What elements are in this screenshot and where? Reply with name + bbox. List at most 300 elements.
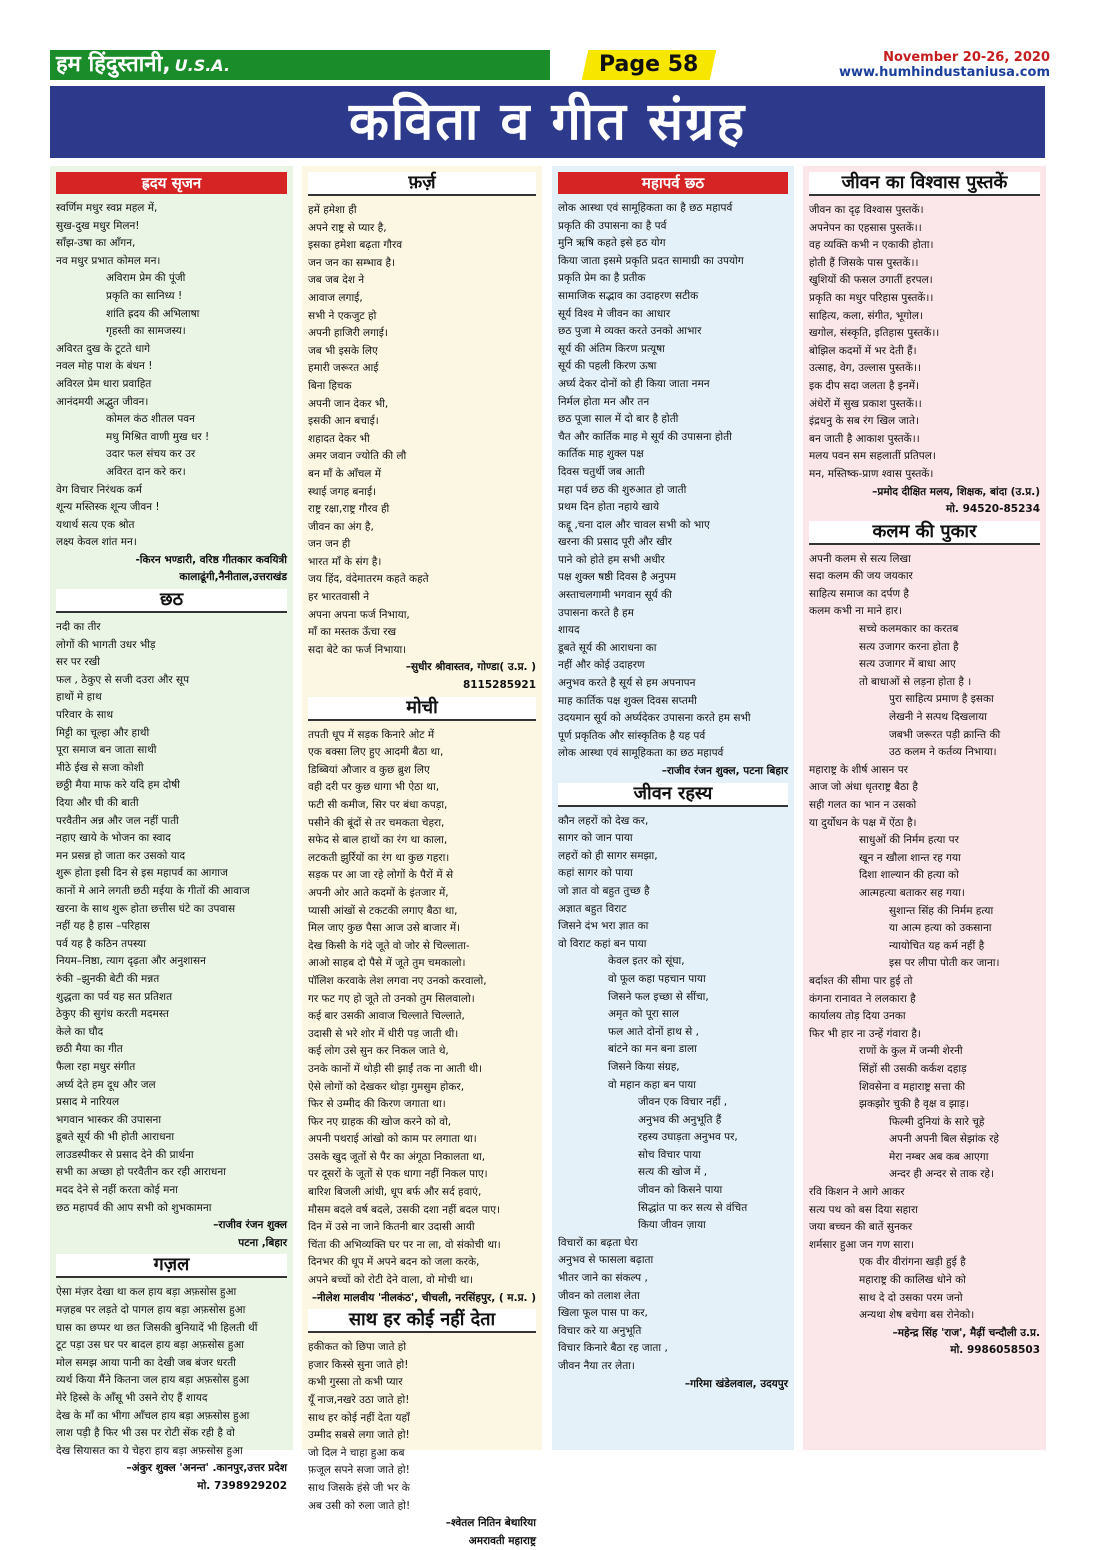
poem-line: साथ हर कोई नहीं देता यहाँ <box>308 1411 410 1424</box>
poem-line: अपनी हाजिरी लगाई। <box>308 327 388 340</box>
poem-line: लक्ष्य केवल शांत मन। <box>56 536 137 549</box>
poem-author-location: अमरावती महाराष्ट्र <box>468 1534 536 1547</box>
poem-title-pustaken: जीवन का विश्वास पुस्तकें <box>809 172 1040 196</box>
poem-line: इक दीप सदा जलता है इनमें। <box>809 379 919 392</box>
poem-line: उठ कलम ने कर्तव्य निभाया। <box>889 746 997 759</box>
poem-line: सच्चे कलमकार का करतब <box>859 623 959 636</box>
poem-line: एक वीर वीरांगना खड़ी हुई है <box>859 1256 966 1269</box>
poem-line: खिला फूल पास पा कर, <box>558 1307 648 1320</box>
poem-line: शहादत देकर भी <box>308 432 370 445</box>
poem-line: मिल जाए कुछ पैसा आज उसे बाजार में। <box>308 922 461 935</box>
poem-line: साथ दे दो उसका परम जनो <box>859 1291 963 1304</box>
paper-name-bar <box>50 50 550 80</box>
poem-line: भीतर जाने का संकल्प , <box>558 1272 648 1285</box>
poem-line: पॉलिश करवाके लेश लगवा नए उनको करवालो, <box>308 974 487 987</box>
poem-line: अपने राष्ट्र से प्यार है, <box>308 221 387 234</box>
poem-line: शून्य मस्तिस्क शून्य जीवन ! <box>56 501 160 514</box>
poem-line: जीवन को तलाश लेता <box>558 1289 640 1302</box>
poem-line: खून न खौला शान्त रह गया <box>859 851 961 864</box>
poem-line: लटकती झुर्रियों का रंग था कुछ गहरा। <box>308 851 450 864</box>
poem-line: अन्दर ही अन्दर से ताक रहे। <box>889 1168 994 1181</box>
poem-line: वो फूल कहा पहचान पाया <box>608 972 706 985</box>
poem-author: –अंकुर शुक्ल 'अनन्त' .कानपुर,उत्तर प्रदेश <box>126 1462 287 1475</box>
poem-line: चैत और कार्तिक माह मे सूर्य की उपासना होती <box>558 430 732 443</box>
poem-line: ऐसा मंज़र देखा था कल हाय बड़ा अफ़सोस हुआ <box>56 1286 237 1299</box>
poem-line: उदासी से भरे शोर में धीरी पड़ जाती थी। <box>308 1027 459 1040</box>
poem-line: शायद <box>558 624 580 637</box>
poem-line: हजार किस्से सुना जाते हो! <box>308 1358 409 1371</box>
poem-line: दिनभर की धूप में अपने बदन को जला करके, <box>308 1256 480 1269</box>
column-4 <box>803 166 1046 1450</box>
poem-line: छठ पुजा मे व्यक्त करते उनको आभार <box>558 325 702 338</box>
poem-line: स्थाई जगह बनाई। <box>308 485 377 498</box>
poem-line: छठ्ठी मैया माफ करे यदि हम दोषी <box>56 779 180 792</box>
poem-line: बोझिल कदमों में भर देती हैं। <box>809 344 917 357</box>
poem-line: सुशान्त सिंह की निर्मम हत्या <box>889 904 994 917</box>
paper-country: U.S.A. <box>174 56 231 75</box>
poem-line: इसका हमेशा बढ़ता गौरव <box>308 239 403 252</box>
poem-line: शर्मसार हुआ जन गण सारा। <box>809 1238 915 1251</box>
poem-line: सामाजिक सद्भाव का उदाहरण सटीक <box>558 289 699 302</box>
poem-line: नहीं यह है हास –परिहास <box>56 920 150 933</box>
poem-line: नहीं और कोई उदाहरण <box>558 659 645 672</box>
poem-line: फिल्मी दुनियां के सारे चूहे <box>889 1115 985 1128</box>
poem-line: अनुभव करते है सूर्य से हम अपनापन <box>558 677 696 690</box>
poem-line: किया जाता इसमे प्रकृति प्रदत सामाग्री का उपयोग <box>558 254 744 267</box>
poem-line: पाने को होते हम सभी अधीर <box>558 553 665 566</box>
poem-line: पुरा साहित्य प्रमाण है इसका <box>889 693 994 706</box>
poem-line: मन प्रसन्न हो जाता कर उसको याद <box>56 849 186 862</box>
poem-line: छठ महापर्व की आप सभी को शुभकामना <box>56 1201 212 1214</box>
poem-line: अपना अपना फर्ज निभाया, <box>308 608 410 621</box>
poem-line: अविराम प्रेम की पूंजी <box>106 272 186 285</box>
poem-line: सोच विचार पाया <box>638 1148 701 1161</box>
poem-line: जीवन नैया तर लेता। <box>558 1360 635 1372</box>
poem-line: डिब्बियां औजार व कुछ ब्रुश लिए <box>308 763 430 776</box>
poem-author-phone: मो. 94520-85234 <box>945 503 1040 516</box>
poem-line: खगोल, संस्कृति, इतिहास पुस्तकें।। <box>809 327 940 340</box>
poem-line: जिसने दंभ भरा ज्ञात का <box>558 920 649 933</box>
poem-title-farz: फ़र्ज़ <box>308 172 536 196</box>
poem-line: बिना हिचक <box>308 379 352 392</box>
poem-line: साथ जिसके हंसे जी भर के <box>308 1481 410 1494</box>
poem-line: कई लोग उसे सुन कर निकल जाते थे, <box>308 1045 449 1058</box>
poem-line: जन जन ही <box>308 538 351 551</box>
poem-body <box>308 202 536 659</box>
poem-line: माह कार्तिक पक्ष शुक्ल दिवस सप्तमी <box>558 694 697 707</box>
poem-author: –गरिमा खंडेलवाल, उदयपुर <box>684 1377 788 1390</box>
poem-line: मन, मस्तिष्क-प्राण श्वास पुस्तकें। <box>809 467 934 480</box>
poem-line: जीवन का दृढ़ विश्वास पुस्तकें। <box>809 204 924 216</box>
poem-line: जय हिंद, वंदेमातरम कहते कहते <box>308 573 429 586</box>
poem-line: मोल समझ आया पानी का देखी जब बंजर धरती <box>56 1356 236 1369</box>
poem-line: विचारों का बढ़ता घेरा <box>558 1236 638 1249</box>
poem-line: अविरत दान करे कर। <box>106 465 186 478</box>
poem-line: देख किसी के गंदे जूते वो जोर से चिल्लाता- <box>308 939 470 952</box>
poem-body <box>56 1284 287 1460</box>
poem-line: वह व्यक्ति कभी न एकाकी होता। <box>809 239 934 252</box>
poem-line: प्रकृति का सानिध्य ! <box>106 289 183 302</box>
poem-line: जो दिल ने चाहा हुआ कब <box>308 1446 405 1459</box>
poem-line: हर भारतवासी ने <box>308 591 370 604</box>
poem-line: अपनी पथराई आंखो को काम पर लगाता था। <box>308 1133 477 1146</box>
poem-line: या दुर्योधन के पक्ष में ऐंठा है। <box>809 816 917 829</box>
poem-line: रुंकी –झुनकी बेटी की मन्नत <box>56 972 160 985</box>
poem-line: कार्तिक माह शुक्ल पक्ष <box>558 448 644 461</box>
poem-line: अंधेरों में सुख प्रकाश पुस्तकें।। <box>809 397 922 410</box>
poem-body <box>558 200 788 763</box>
poem-line: सिद्धांत पा कर सत्य से वंचित <box>638 1201 748 1214</box>
poem-line: जन जन का सम्भाव है। <box>308 256 396 269</box>
poem-line: जब जब देश ने <box>308 274 365 287</box>
poem-line: मधु मिश्रित वाणी मुख धर ! <box>106 430 210 443</box>
poem-title-kalam-ki-pukar: कलम की पुकार <box>809 521 1040 545</box>
poem-line: वो महान कहा बन पाया <box>608 1078 696 1091</box>
poem-line: छठी मैया का गीत <box>56 1043 123 1056</box>
poem-line: उपासना करते है हम <box>558 606 634 619</box>
poem-title-saath-har-koi: साथ हर कोई नहीं देता <box>308 1309 536 1333</box>
poem-line: बारिश बिजली आंधी, धूप बर्फ और सर्द हवाएं, <box>308 1186 482 1199</box>
poem-line: उदार फल संचय कर उर <box>106 448 196 461</box>
poem-line: यूँ नाज,नखरे उठा जाते हो! <box>308 1394 410 1406</box>
poem-line: इस पर लीपा पोती कर जाना। <box>889 957 1000 970</box>
poem-line: नव मधुर प्रभात कोमल मन। <box>56 254 161 267</box>
poem-line: तपती धूप में सड़क किनारे ओट में <box>308 728 435 741</box>
poem-line: सागर को जान पाया <box>558 832 633 845</box>
poem-line: सत्य पथ को बस दिया सहारा <box>809 1203 918 1216</box>
poem-line: प्रकृति प्रेम का है प्रतीक <box>558 272 646 285</box>
poem-line: आज जो अंधा धृतराष्ट्र बैठा है <box>809 781 918 794</box>
poem-line: दिशा शाल्यान की हत्या को <box>859 869 959 882</box>
poem-line: अपनेपन का एहसास पुस्तकें।। <box>809 221 922 234</box>
poem-line: आनंदमयी अद्भुत जीवन। <box>56 395 149 408</box>
column-1 <box>50 166 293 1492</box>
poem-line: कद्दू ,चना दाल और चावल सभी को भाए <box>558 518 710 531</box>
poem-body <box>809 551 1040 1325</box>
poem-line: अमृत को पूरा साल <box>608 1008 679 1021</box>
poem-line: मिट्टी का चूल्हा और हाथी <box>56 726 150 739</box>
poem-line: अविरत दुख के टूटते धागे <box>56 342 151 355</box>
masthead <box>50 50 1050 80</box>
poem-line: व्यर्थ किया मैंने कितना जल हाय बड़ा अफ़सोस हुआ <box>56 1374 250 1387</box>
poem-line: एक बक्सा लिए हुए आदमी बैठा था, <box>308 746 444 759</box>
poem-line: विचार करे या अनुभूति <box>558 1324 642 1337</box>
column-2 <box>302 166 542 1547</box>
poem-line: पर दूसरों के जूतों से एक धागा नहीं निकल पाए। <box>308 1168 488 1181</box>
poem-line: कई बार उसकी आवाज चिल्लाते चिल्लाते, <box>308 1010 465 1023</box>
poem-author: –प्रमोद दीक्षित मलय, शिक्षक, बांदा (उ.प्र.) <box>872 485 1040 498</box>
poem-line: सभी का अच्छा हो परवैतीन कर रही आराधना <box>56 1166 226 1179</box>
poem-author-phone: मो. 9986058503 <box>950 1344 1040 1357</box>
issue-date: November 20-26, 2020 <box>883 50 1050 65</box>
poem-line: सदा बेटे का फर्ज निभाया। <box>308 643 407 656</box>
page-number: Page 58 <box>599 52 699 77</box>
website-url: www.humhindustaniusa.com <box>838 65 1050 80</box>
poem-line: प्रथम दिन होता नहाये खाये <box>558 501 660 514</box>
poem-line: डूबते सूर्य की आराधना का <box>558 641 657 654</box>
poem-body <box>809 202 1040 484</box>
poem-line: सदा कलम की जय जयकार <box>809 570 913 583</box>
poem-line: कार्यालय तोड़ दिया उनका <box>809 1010 906 1023</box>
poem-line: अपनी कलम से सत्य लिखा <box>809 552 911 565</box>
poem-author: –महेन्द्र सिंह 'राज', मैढ़ीं चन्दौली उ.प्र. <box>892 1326 1040 1339</box>
poem-line: साधुओं की निर्मम हत्या पर <box>859 834 959 847</box>
poem-body <box>558 813 788 1376</box>
poem-line: वो विराट कहां बन पाया <box>558 937 647 950</box>
poem-line: सत्य उजागर करना होता है <box>859 640 959 653</box>
poem-author: –राजीव रंजन शुक्ल, पटना बिहार <box>661 765 788 777</box>
poem-line: शुद्धता का पर्व यह सत प्रतिशत <box>56 990 173 1003</box>
poem-line: उनके कानों में थोड़ी सी झाईं तक ना आती थी। <box>308 1062 483 1075</box>
poem-line: उदयमान सूर्य को अर्घ्यदेकर उपासना करते हम सभी <box>558 712 751 725</box>
poem-line: मेरे हिस्से के आँसू भी उसने रोए हैं शायद <box>56 1392 208 1404</box>
poem-body <box>56 619 287 1217</box>
poem-line: कलम कभी ना माने हार। <box>809 605 902 618</box>
poem-line: सूर्य विश्व मे जीवन का आधार <box>558 307 671 320</box>
poem-line: जो ज्ञात वो बहुत तुच्छ है <box>558 884 650 897</box>
poem-line: चिंता की अभिव्यक्ति घर पर ना ला, वो संकोची था। <box>308 1238 501 1251</box>
poem-line: साहित्य, कला, संगीत, भूगोल। <box>809 309 924 322</box>
poem-line: तो बाधाओं से लड़ना होता है । <box>859 675 972 688</box>
poem-line: अस्ताचलगामी भगवान सूर्य की <box>558 589 672 602</box>
poem-line: अपनी ओर आते कदमों के इंतजार में, <box>308 886 449 899</box>
poem-line: नहाए खाये के भोजन का स्वाद <box>56 832 171 845</box>
poem-line: किया जीवन ज़ाया <box>638 1219 706 1232</box>
poem-line: फ़जूल सपने सजा जाते हो! <box>308 1464 410 1477</box>
poem-line: आवाज लगाई, <box>308 291 363 304</box>
poem-line: राष्ट्र रक्षा,राष्ट्र गौरव ही <box>308 503 390 516</box>
poem-line: छठ पूजा साल में दो बार है होती <box>558 413 679 426</box>
poem-line: सर पर रखी <box>56 656 100 669</box>
poem-line: मुनि ऋषि कहते इसे हठ योग <box>558 237 666 250</box>
poem-line: उसके खुद जूतों से पैर का अंगूठा निकालता था, <box>308 1150 486 1163</box>
poem-line: सूर्य की पहली किरण ऊषा <box>558 360 657 373</box>
poem-line: राणों के कुल में जन्मी शेरनी <box>859 1045 963 1058</box>
poem-line: कौन लहरों को देख कर, <box>558 814 649 827</box>
poem-line: रवि किशन ने आगे आकर <box>809 1186 905 1199</box>
poem-line: भारत माँ के संग है। <box>308 555 382 568</box>
poem-line: आत्महत्या बताकर सह गया। <box>859 886 965 899</box>
poem-line: घास का छप्पर था छत जिसकी बुनियादें भी हिलती थीं <box>56 1321 258 1334</box>
issue-info <box>839 50 1050 80</box>
poem-line: इसकी आन बचाई। <box>308 415 379 428</box>
poem-line: जब भी इसके लिए <box>308 344 378 357</box>
poem-line: मदद देने से नहीं करता कोई मना <box>56 1184 178 1197</box>
poem-line: देख के माँ का भीगा आँचल हाय बड़ा अफ़सोस हुआ <box>56 1409 250 1422</box>
poem-line: यथार्थ सत्य एक श्रोत <box>56 518 135 531</box>
poem-line: अन्यथा शेष बचेगा बस रोनेको। <box>859 1309 975 1322</box>
poem-line: कंगना रानावत ने ललकारा है <box>809 992 916 1005</box>
poem-line: महा पर्व छठ की शुरुआत हो जाती <box>558 483 687 496</box>
poem-line: जिसने फल इच्छा से सींचा, <box>608 990 709 1003</box>
poem-line: कभी गुस्सा तो कभी प्यार <box>308 1376 403 1389</box>
poem-title-mahaparv-chhath: महापर्व छठ <box>558 172 788 194</box>
poem-line: लोक आस्था एवं सामूहिकता का छठ महापर्व <box>558 747 724 760</box>
poem-line: अब उसी को रुला जाते हो! <box>308 1499 411 1512</box>
poem-line: जीवन एक विचार नहीं , <box>638 1096 728 1109</box>
poem-line: पर्व यह है कठिन तपस्या <box>56 937 146 950</box>
poem-line: सुख-दुख मधुर मिलन! <box>56 219 140 232</box>
poem-line: अर्घ्य देते हम दूध और जल <box>56 1078 156 1091</box>
poem-line: सूर्य की अंतिम किरण प्रत्यूषा <box>558 342 665 355</box>
poem-title-chhath: छठ <box>56 589 287 613</box>
poem-line: सफेद से बाल हाथों का रंग था काला, <box>308 834 448 847</box>
poem-line: सभी ने एकजुट हो <box>308 309 377 322</box>
poem-body <box>308 1339 536 1515</box>
poem-line: मज़हब पर लड़ते दो पागल हाय बड़ा अफ़सोस हुआ <box>56 1304 246 1317</box>
poem-line: दिया और घी की बाती <box>56 797 139 809</box>
column-3 <box>552 166 794 1450</box>
poem-line: केवल इतर को सूंघा, <box>608 955 685 968</box>
poem-line: लाउडस्पीकर से प्रसाद देने की प्रार्थना <box>56 1148 194 1161</box>
poem-line: बर्दाश्त की सीमा पार हुई तो <box>809 974 913 987</box>
poem-line: अपने बच्चों को रोटी देने वाला, वो मोची था। <box>308 1274 474 1287</box>
poem-line: फिर भी हार ना उन्हें गंवारा है। <box>809 1027 921 1040</box>
poem-line: सड़क पर आ जा रहे लोगों के पैरों में से <box>308 869 454 882</box>
poem-line: जीवन को किसने पाया <box>638 1184 723 1197</box>
poem-line: लाश पड़ी है फिर भी उस पर रोटी सेंक रही है वो <box>56 1427 235 1440</box>
poem-author-location: पटना ,बिहार <box>238 1236 287 1249</box>
poem-line: फल , ठेकुए से सजी दउरा और सूप <box>56 673 190 686</box>
poem-line: अर्घ्य देकर दोनों को ही किया जाता नमन <box>558 377 710 390</box>
poem-line: उत्साह, वेग, उल्लास पुस्तकें।। <box>809 362 922 375</box>
poem-line: लोक आस्था एवं सामूहिकता का है छठ महापर्व <box>558 202 733 214</box>
poem-author: -किरन भण्डारी, वरिष्ठ गीतकार कवयित्री <box>135 553 287 566</box>
poem-line: वही दरी पर कुछ धागा भी ऐठा था, <box>308 781 440 794</box>
poem-line: जया बच्चन की बातें सुनकर <box>809 1221 913 1234</box>
poem-line: कोमल कंठ शीतल पवन <box>106 413 195 426</box>
poem-line: नदी का तीर <box>56 621 101 634</box>
poem-title-ghazal: गज़ल <box>56 1254 287 1278</box>
poem-line: केले का घौद <box>56 1025 104 1038</box>
poem-line: स्वर्णिम मधुर स्वप्न महल में, <box>56 202 158 214</box>
poem-line: फिर से उम्मीद की किरण जगाता था। <box>308 1098 446 1111</box>
poem-line: अज्ञात बहुत विराट <box>558 902 627 915</box>
poem-title-jeevan-rahasya: जीवन रहस्य <box>558 783 788 807</box>
poem-line: टूट पड़ा उस घर पर बादल हाय बड़ा अफ़सोस हुआ <box>56 1339 245 1352</box>
poem-line: गृहस्ती का सामजस्य। <box>106 325 186 338</box>
poem-line: हमें हमेशा ही <box>308 204 357 216</box>
poem-line: बन जाती है आकाश पुस्तकें।। <box>809 432 920 445</box>
poem-line: शुरू होता इसी दिन से इस महापर्व का आगाज <box>56 867 228 880</box>
poem-line: फटी सी कमीज, सिर पर बंधा कपड़ा, <box>308 799 448 811</box>
poem-line: नवल मोह पाश के बंधन ! <box>56 360 153 373</box>
poem-line: पक्ष शुक्ल षष्ठी दिवस है अनुपम <box>558 571 677 584</box>
poem-line: गर फट गए हो जूते तो उनको तुम सिलवालो। <box>308 992 475 1005</box>
poem-line: अमर जवान ज्योति की लौ <box>308 450 407 463</box>
poem-line: विचार किनारे बैठा रह जाता , <box>558 1342 668 1355</box>
paper-name: हम हिंदुस्तानी, <box>56 52 171 77</box>
poem-line: प्यासी आंखों से टकटकी लगाए बैठा था, <box>308 904 458 917</box>
poem-line: पूर्ण प्रकृतिक और सांस्कृतिक है यह पर्व <box>558 729 706 742</box>
poem-body <box>308 727 536 1290</box>
poem-body <box>56 200 287 552</box>
poem-line: वेग विचार निरंथक कर्म <box>56 483 142 496</box>
poem-line: महाराष्ट्र के शीर्ष आसन पर <box>809 763 908 776</box>
poem-line: मौसम बदले वर्ष बदले, उसकी दशा नहीं बदल पाए। <box>308 1203 501 1216</box>
poem-line: दिन में उसे ना जाने कितनी बार उदासी आयी <box>308 1221 475 1234</box>
poem-author-phone: मो. 7398929202 <box>197 1479 287 1492</box>
poem-title-hriday-srijan: ह्रदय सृजन <box>56 172 287 194</box>
poem-line: या आत्म हत्या को उकसाना <box>889 922 992 935</box>
poem-line: मीठे ईख से सजा कोशी <box>56 761 144 774</box>
poem-line: प्रकृति का मधुर परिहास पुस्तकें।। <box>809 291 934 304</box>
poem-line: फिर नए ग्राहक की खोज करने को वो, <box>308 1115 452 1128</box>
poem-line: मेरा नम्बर अब कब आएगा <box>889 1150 989 1163</box>
poem-line: रहस्य उघाड़ता अनुभव पर, <box>638 1131 738 1144</box>
poem-line: प्रसाद मे नारियल <box>56 1096 120 1109</box>
poem-line: बांटने का मन बना डाला <box>608 1043 697 1056</box>
poem-line: दिवस चतुर्थी जब आती <box>558 465 645 478</box>
poem-line: अविरल प्रेम धारा प्रवाहित <box>56 377 152 390</box>
poem-line: ऐसे लोगों को देखकर थोड़ा गुमसुम होकर, <box>308 1080 465 1093</box>
poem-line: लहरों को ही सागर समझा, <box>558 849 658 862</box>
poem-title-mochi: मोची <box>308 697 536 721</box>
poem-line: आओ साहब दो पैसे में जूते तुम चमकालो। <box>308 957 466 970</box>
poem-line: फल आते दोनों हाथ से , <box>608 1025 699 1038</box>
section-banner: कविता व गीत संग्रह <box>50 86 1045 158</box>
poem-line: सिंहों सी उसकी कर्कश दहाड़ <box>859 1062 967 1075</box>
poem-line: उम्मीद सबसे लगा जाते हो! <box>308 1429 410 1442</box>
poem-line: होती हैं जिसके पास पुस्तकें।। <box>809 256 919 269</box>
page-number-box <box>582 50 716 80</box>
poem-line: साहित्य समाज का दर्पण है <box>809 587 909 600</box>
poem-line: कहां सागर को पाया <box>558 867 633 880</box>
poem-line: सत्य की खोज में , <box>638 1166 708 1179</box>
poem-line: लोगों की भागती उधर भीड़ <box>56 638 156 651</box>
poem-line: अपनी अपनी बिल सेझांक रहे <box>889 1133 999 1146</box>
poem-author: –नीलेश मालवीय 'नीलकंठ', चीचली, नरसिंहपुर, ( म.प्र. ) <box>311 1291 536 1304</box>
poem-line: साँझ-उषा का आँगन, <box>56 237 136 250</box>
poem-line: महाराष्ट्र की कालिख धोने को <box>859 1274 966 1287</box>
poem-line: ठेकुए की सुगंध करती मदमस्त <box>56 1008 169 1021</box>
poem-author: –राजीव रंजन शुक्ल <box>213 1219 287 1232</box>
poem-author-location: कालाढूंगी,नैनीताल,उत्तराखंड <box>179 571 287 584</box>
poem-line: देख सियासत का ये चेहरा हाय बड़ा अफ़सोस हुआ <box>56 1444 243 1457</box>
poem-line: जिसने किया संग्रह, <box>608 1060 680 1073</box>
poem-line: परिवार के साथ <box>56 709 114 722</box>
poem-line: अनुभव से फासला बढ़ाता <box>558 1254 654 1267</box>
poem-line: माँ का मस्तक ऊँचा रख <box>308 626 397 639</box>
poem-line: नियम–निष्ठा, त्याग दृढ़ता और अनुशासन <box>56 955 206 968</box>
poem-author-phone: 8115285921 <box>462 679 536 692</box>
poem-author: –श्वेतल नितिन बेथारिया <box>445 1517 536 1530</box>
poem-author: –सुधीर श्रीवास्तव, गोण्डा( उ.प्र. ) <box>405 661 536 674</box>
poem-line: इंद्रधनु के सब रंग खिल जाते। <box>809 415 919 428</box>
poem-line: बन माँ के आँचल में <box>308 467 382 480</box>
poem-line: पसीने की बूंदों से तर चमकता चेहरा, <box>308 816 445 829</box>
poem-line: हाथों मे हाथ <box>56 691 102 704</box>
poem-line: खुशियों की फसल उगातीं हरपल। <box>809 274 933 287</box>
poem-line: भगवान भास्कर की उपासना <box>56 1113 162 1126</box>
poem-line: शांति ह्रदय की अभिलाषा <box>106 307 200 320</box>
poem-line: लेखनी ने सत्पथ दिखलाया <box>889 711 987 724</box>
poem-line: हमारी जरूरत आई <box>308 362 379 375</box>
poem-line: पूरा समाज बन जाता साथी <box>56 744 157 757</box>
poem-line: जबभी जरूरत पड़ी क्रान्ति की <box>889 728 1001 741</box>
poem-line: मलय पवन सम सहलातीं प्रतिपल। <box>809 450 936 463</box>
poem-line: सही गलत का भान न उसको <box>809 799 917 811</box>
poem-line: झकझोर चुकी है वृक्ष व झाड़। <box>859 1098 970 1111</box>
poem-line: अपनी जान देकर भी, <box>308 397 389 410</box>
poem-line: खरना के साथ शुरू होता छत्तीस घंटे का उपवास <box>56 902 236 915</box>
poem-line: न्यायोचित यह कर्म नहीं है <box>889 939 985 952</box>
poem-line: शिवसेना व महाराष्ट्र सत्ता की <box>859 1080 966 1093</box>
poem-line: हकीकत को छिपा जाते हो <box>308 1341 407 1354</box>
poem-line: सत्य उजागर में बाधा आए <box>859 658 956 671</box>
poem-line: जीवन का अंग है, <box>308 520 374 533</box>
poem-line: निर्मल होता मन और तन <box>558 395 650 408</box>
